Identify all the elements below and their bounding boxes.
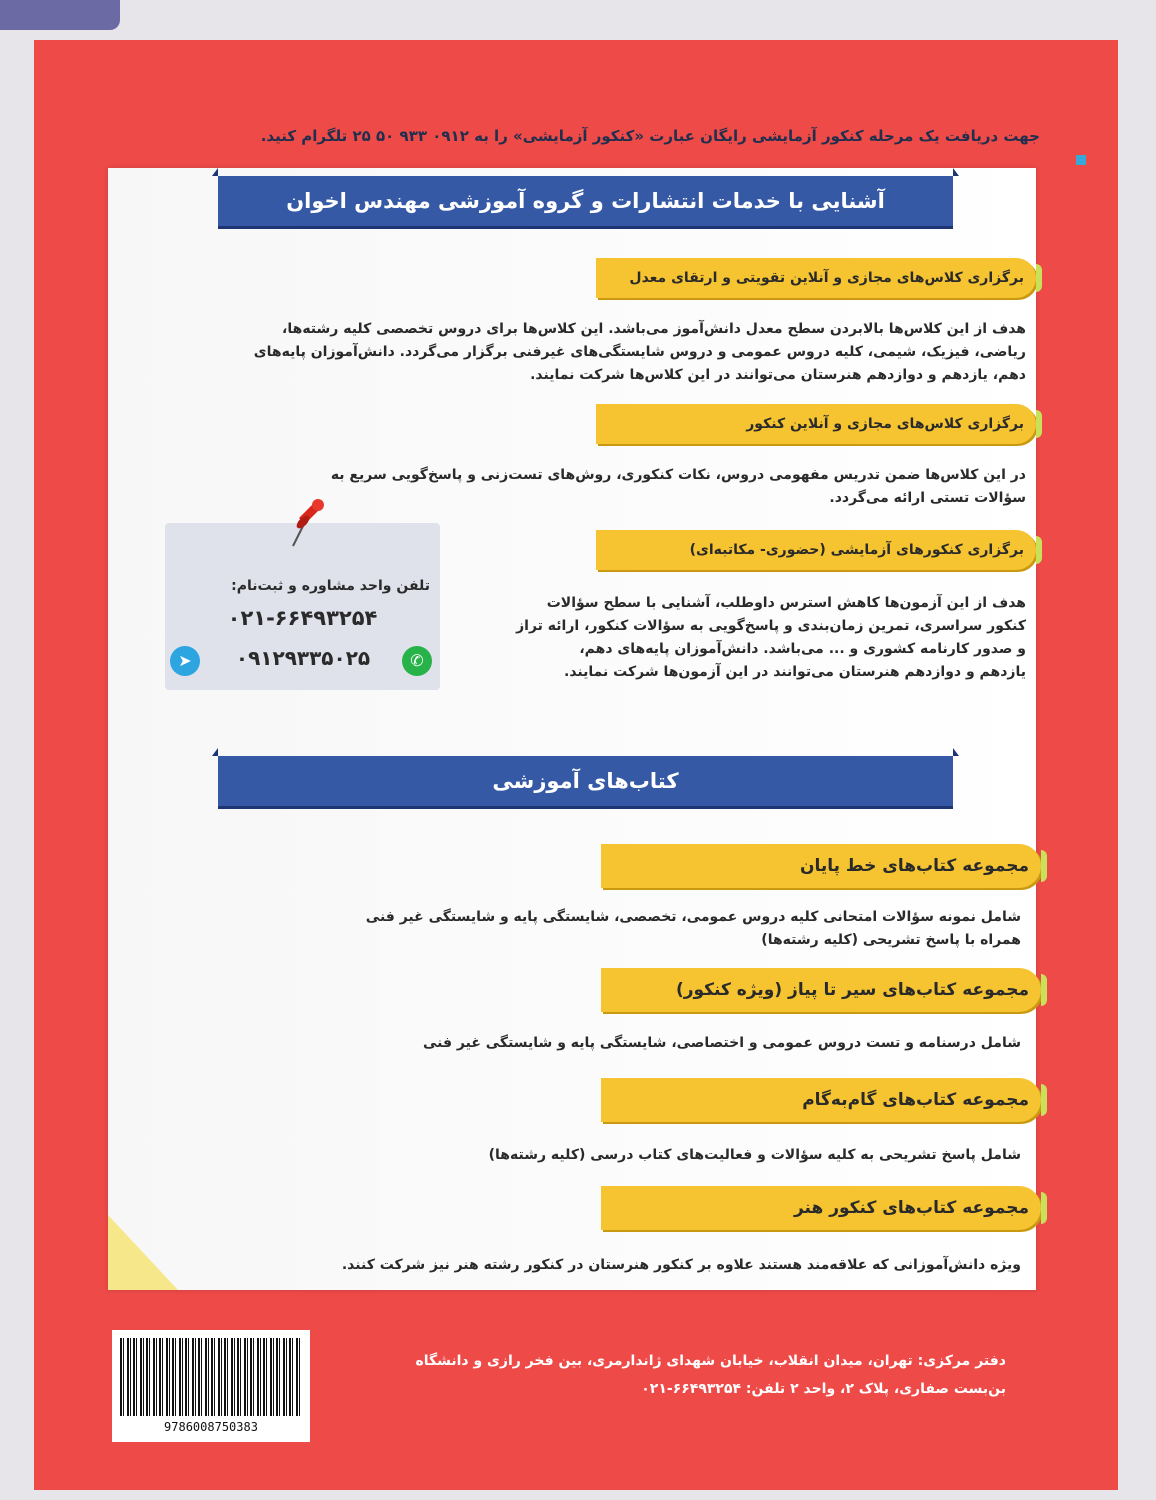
telegram-icon: ➤ (170, 646, 200, 676)
paragraph-line: و صدور کارنامه کشوری و ... می‌باشد. دانش‌آموزان پایه‌های دهم، (579, 641, 1026, 657)
tag-khatt-payan-label: مجموعه کتاب‌های خط پایان (799, 856, 1029, 876)
paragraph-line: هدف از این آزمون‌ها کاهش استرس داوطلب، آشنایی با سطح سؤالات (546, 595, 1026, 611)
services-banner-title: آشنایی با خدمات انتشارات و گروه آموزشی مهندس اخوان (286, 189, 885, 213)
tag-konkur-honar-label: مجموعه کتاب‌های کنکور هنر (793, 1198, 1029, 1218)
books-banner (218, 756, 953, 806)
barcode-number: 9786008750383 (164, 1420, 258, 1434)
page-fold-corner (108, 1215, 178, 1290)
tag-mock-exams-label: برگزاری کنکورهای آزمایشی (حضوری- مکاتبه‌ای) (689, 542, 1024, 558)
tag-gam-be-gam-label: مجموعه کتاب‌های گام‌به‌گام (802, 1090, 1029, 1110)
paragraph-mock-exams (466, 592, 1026, 684)
barcode (112, 1330, 310, 1442)
paragraph-line: هدف از این کلاس‌ها بالابردن سطح معدل دانش‌آموز می‌باشد. این کلاس‌ها برای دروس تخصصی کلیه رشته‌ها، (282, 321, 1026, 337)
tag-online-classes (596, 258, 1036, 298)
paragraph-line: کنکور سراسری، تمرین زمان‌بندی و پاسخ‌گویی به سؤالات کنکور، ارائه تراز (516, 618, 1026, 634)
paragraph-gam-be-gam (301, 1144, 1021, 1167)
tag-mock-exams (596, 530, 1036, 570)
paragraph-line: دهم، یازدهم و دوازدهم هنرستان می‌توانند در این کلاس‌ها شرکت نمایند. (530, 367, 1026, 383)
tag-konkur-classes-label: برگزاری کلاس‌های مجازی و آنلاین کنکور (746, 416, 1024, 432)
barcode-bars (120, 1338, 302, 1416)
bullet-square (1076, 155, 1086, 165)
contact-mobile: ۰۹۱۲۹۳۳۵۰۲۵ (235, 646, 371, 670)
paragraph-konkur-classes (306, 464, 1026, 510)
office-address (330, 1347, 1006, 1403)
paragraph-line: یازدهم و دوازدهم هنرستان می‌توانند در این آزمون‌ها شرکت نمایند. (564, 664, 1026, 680)
paragraph-khatt-payan (301, 906, 1021, 952)
paragraph-line: شامل پاسخ تشریحی به کلیه سؤالات و فعالیت‌های کتاب درسی (کلیه رشته‌ها) (488, 1147, 1021, 1163)
whatsapp-icon: ✆ (402, 646, 432, 676)
books-banner-title: کتاب‌های آموزشی (492, 769, 679, 793)
paragraph-line: شامل نمونه سؤالات امتحانی کلیه دروس عمومی، تخصصی، شایستگی پایه و شایستگی غیر فنی (365, 909, 1021, 925)
tag-sir-ta-piaz (601, 968, 1041, 1012)
tag-khatt-payan (601, 844, 1041, 888)
promo-note: جهت دریافت یک مرحله کنکور آزمایشی رایگان عبارت «کنکور آزمایشی» را به ۰۹۱۲ ۹۳۳ ۵۰ ۲۵ تلگرام کنید. (260, 127, 1040, 145)
tag-online-classes-label: برگزاری کلاس‌های مجازی و آنلاین تقویتی و ارتقای معدل (629, 270, 1024, 286)
paragraph-line: سؤالات تستی ارائه می‌گردد. (829, 490, 1026, 506)
tag-konkur-honar (601, 1186, 1041, 1230)
services-banner (218, 176, 953, 226)
contact-phone: ۰۲۱-۶۶۴۹۳۲۵۴ (227, 606, 378, 630)
paragraph-line: ریاضی، فیزیک، شیمی، کلیه دروس عمومی و دروس شایستگی‌های غیرفنی برگزار می‌گردد. دانش‌آموزان پایه‌های (253, 344, 1026, 360)
paragraph-sir-ta-piaz (301, 1032, 1021, 1055)
binder-tab (0, 0, 120, 30)
contact-title: تلفن واحد مشاوره و ثبت‌نام: (231, 578, 430, 594)
paragraph-line: در این کلاس‌ها ضمن تدریس مفهومی دروس، نکات کنکوری، روش‌های تست‌زنی و پاسخ‌گویی سریع به (330, 467, 1026, 483)
pushpin-icon (285, 496, 325, 548)
paragraph-line: ویژه دانش‌آموزانی که علاقه‌مند هستند علاوه بر کنکور هنرستان در کنکور رشته هنر نیز شرکت کنند. (341, 1257, 1021, 1273)
tag-gam-be-gam (601, 1078, 1041, 1122)
tag-konkur-classes (596, 404, 1036, 444)
paragraph-line: شامل درسنامه و تست دروس عمومی و اختصاصی، شایستگی پایه و شایستگی غیر فنی (422, 1035, 1021, 1051)
tag-sir-ta-piaz-label: مجموعه کتاب‌های سیر تا پیاز (ویژه کنکور) (675, 980, 1029, 1000)
address-line-2: بن‌بست صفاری، پلاک ۲، واحد ۲ تلفن: ۶۶۴۹۳۲۵۴-۰۲۱ (641, 1381, 1006, 1397)
paragraph-line: همراه با پاسخ تشریحی (کلیه رشته‌ها) (761, 932, 1021, 948)
paragraph-konkur-honar (261, 1254, 1021, 1277)
paragraph-online-classes (253, 318, 1026, 387)
address-line-1: دفتر مرکزی: تهران، میدان انقلاب، خیابان شهدای ژاندارمری، بین فخر رازی و دانشگاه (415, 1353, 1006, 1369)
